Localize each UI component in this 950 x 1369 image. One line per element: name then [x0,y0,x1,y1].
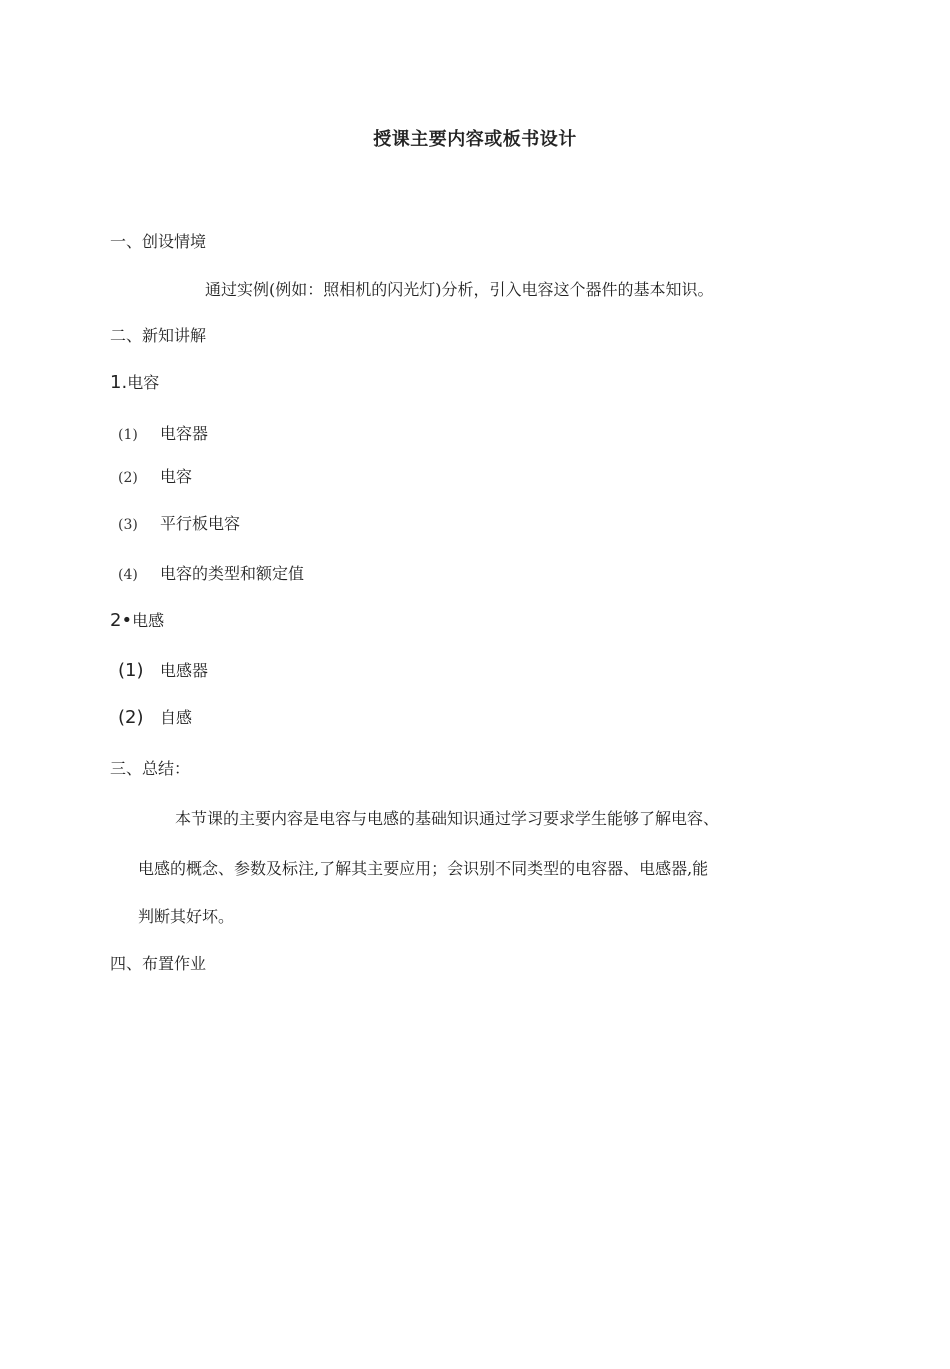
section-heading-summary: 三、总结： [110,759,191,778]
list-item-text: 自感 [160,708,193,727]
summary-line: 本节课的主要内容是电容与电感的基础知识通过学习要求学生能够了解电容、 [175,809,720,828]
part-number: 1. [110,372,128,393]
part-capacitance [110,373,159,393]
list-item-text: 电容的类型和额定值 [160,564,305,583]
list-marker: (3) [118,517,138,533]
list-item [118,564,304,585]
section-heading-homework: 四、布置作业 [110,954,207,973]
part-number: 2• [110,610,133,631]
scenario-text: 通过实例(例如：照相机的闪光灯)分析，引入电容这个器件的基本知识。 [205,280,714,299]
part-label: 电容 [127,373,160,392]
list-item [118,467,192,488]
list-marker: (4) [118,567,138,583]
list-item-text: 电容 [160,467,193,486]
list-item [118,514,240,535]
list-item-text: 电容器 [160,424,209,443]
list-item [118,424,208,445]
list-item [118,661,208,681]
part-label: 电感 [132,611,165,630]
section-heading-scenario: 一、创设情境 [110,232,207,251]
list-item-text: 平行板电容 [160,514,241,533]
document-title: 授课主要内容或板书设计 [373,129,577,150]
section-heading-new-knowledge: 二、新知讲解 [110,326,207,345]
list-marker: (2) [118,707,144,728]
list-item-text: 电感器 [160,661,209,680]
summary-line: 电感的概念、参数及标注,了解其主要应用；会识别不同类型的电容器、电感器,能 [138,859,709,878]
list-marker: (1) [118,660,144,681]
summary-line: 判断其好坏。 [138,907,235,926]
list-marker: (1) [118,427,138,443]
list-marker: (2) [118,470,138,486]
part-inductance [110,611,164,631]
list-item [118,708,192,728]
